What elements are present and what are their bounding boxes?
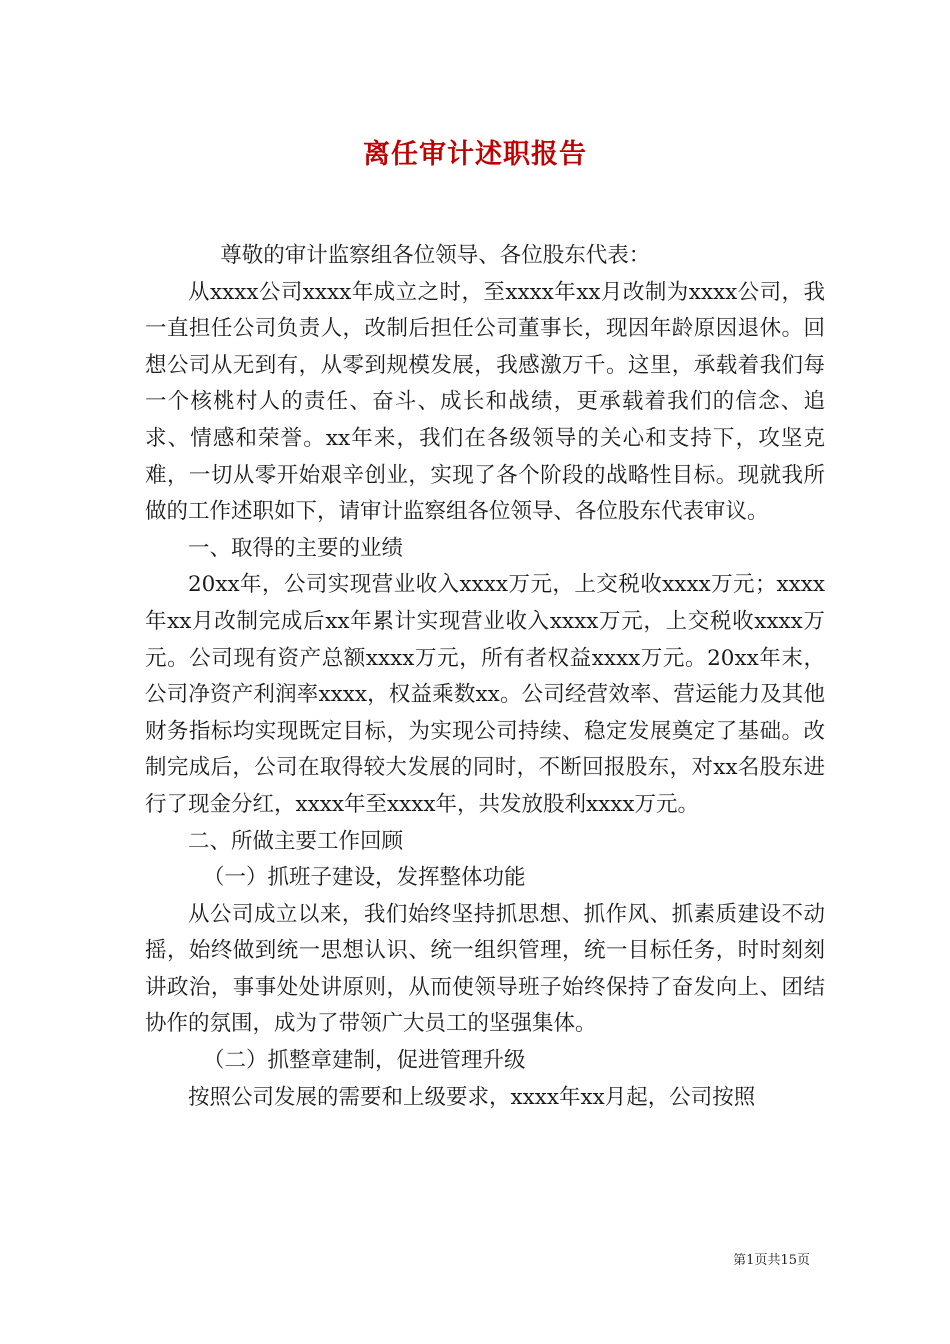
document-title: 离任审计述职报告 xyxy=(363,139,587,170)
section-heading-achievements: 一、取得的主要的业绩 xyxy=(188,535,404,561)
section-heading-work-review: 二、所做主要工作回顾 xyxy=(188,828,404,854)
document-body xyxy=(145,238,825,1116)
page-number: 第1页共15页 xyxy=(733,1253,810,1268)
subsection-heading-team: （一）抓班子建设，发挥整体功能 xyxy=(203,865,526,891)
salutation: 尊敬的审计监察组各位领导、各位股东代表： xyxy=(220,243,651,268)
paragraph-intro: 从xxxx公司xxxx年成立之时，至xxxx年xx月改制为xxxx公司，我一直担任公司负责人，改制后担任公司董事长，现因年龄原因退休。回想公司从无到有，从零到规模发展，我感激万千。这里，承载着我们每一个核桃村人的责任、奋斗、成长和战绩，更承载着我们的信念、追求、情感和荣誉。xx年来，我们在各级领导的关心和支持下，攻坚克难，一切从零开始艰辛创业，实现了各个阶段的战略性目标。现就我所做的工作述职如下，请审计监察组各位领导、各位股东代表审议。 xyxy=(145,279,825,525)
paragraph-team: 从公司成立以来，我们始终坚持抓思想、抓作风、抓素质建设不动摇，始终做到统一思想认识、统一组织管理，统一目标任务，时时刻刻讲政治，事事处处讲原则，从而使领导班子始终保持了奋发向上、团结协作的氛围，成为了带领广大员工的坚强集体。 xyxy=(145,901,825,1037)
subsection-heading-rules: （二）抓整章建制，促进管理升级 xyxy=(203,1048,526,1074)
paragraph-achievements: 20xx年，公司实现营业收入xxxx万元，上交税收xxxx万元；xxxx年xx月改制完成后xx年累计实现营业收入xxxx万元，上交税收xxxx万元。公司现有资产总额xxxx万元，所有者权益xxxx万元。20xx年末，公司净资产利润率xxxx，权益乘数xx。公司经营效率、营运能力及其他财务指标均实现既定目标，为实现公司持续、稳定发展奠定了基础。改制完成后，公司在取得较大发展的同时，不断回报股东，对xx名股东进行了现金分红，xxxx年至xxxx年，共发放股利xxxx万元。 xyxy=(145,572,825,817)
paragraph-rules: 按照公司发展的需要和上级要求，xxxx年xx月起，公司按照 xyxy=(188,1084,756,1110)
